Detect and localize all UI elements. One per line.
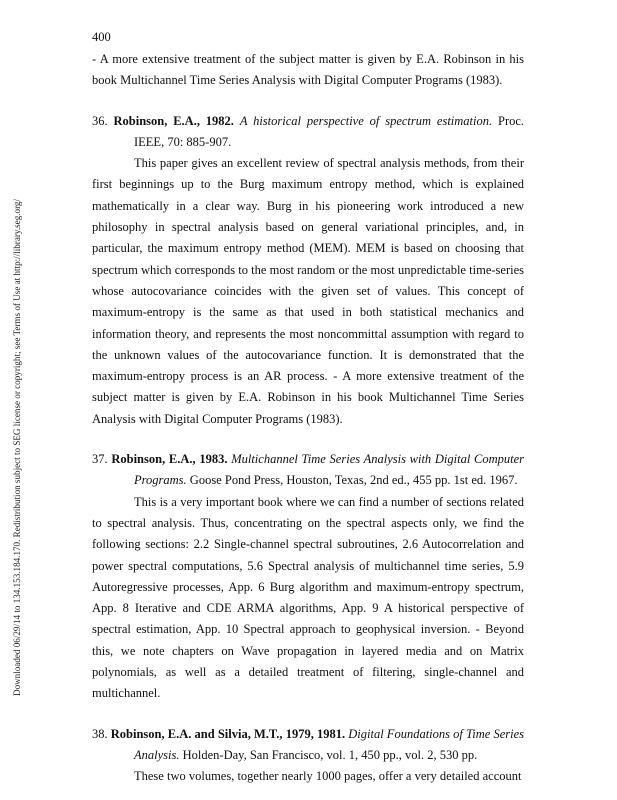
download-notice: Downloaded 06/29/14 to 134.153.184.170. Redistribution subject to SEG license or copyright; see Terms of Use at http://library.seg.org/: [12, 198, 22, 696]
reference-source: Goose Pond Press, Houston, Texas, 2nd ed., 455 pp. 1st ed. 1967.: [189, 473, 518, 488]
reference-entry-38: [92, 724, 524, 788]
reference-authors: Robinson, E.A., 1983.: [111, 452, 228, 467]
reference-title: Digital Foundations of Time Series Analysis.: [134, 726, 525, 762]
reference-number: 36.: [92, 113, 108, 128]
reference-entry-36: [92, 111, 524, 430]
reference-heading: [92, 111, 524, 154]
reference-entry-37: [92, 449, 524, 705]
reference-annotation: This paper gives an excellent review of spectral analysis methods, from their first beginnings up to the Burg maximum entropy method, which is explained mathematically in a clear way. Burg in his pioneering work introduced a new philosophy in spectral analysis based on general variational principles, and, in particular, the maximum entropy method (MEM). MEM is based on choosing that spectrum which corresponds to the most random or the most unpredictable time-series whose autocovariance coincides with the given set of values. This concept of maximum-entropy is the same as that used in both statistical mechanics and information theory, and represents the most noncommittal assumption with regard to the unknown values of the autocovariance function. It is demonstrated that the maximum-entropy process is an AR process. - A more extensive treatment of the subject matter is given by E.A. Robinson in his book Multichannel Time Series Analysis with Digital Computer Programs (1983).: [92, 156, 524, 426]
reference-source: Holden-Day, San Francisco, vol. 1, 450 pp., vol. 2, 530 pp.: [182, 747, 478, 762]
reference-annotation: This is a very important book where we can find a number of sections related to spectral analysis. Thus, concentrating on the spectral aspects only, we find the following sections: 2.2 Single-channel spectral subroutines, 2.6 Autocorrelation and power spectral computations, 5.6 Spectral analysis of multichannel time series, 5.9 Autoregressive processes, App. 6 Burg algorithm and maximum-entropy spectrum, App. 8 Iterative and CDE ARMA algorithms, App. 9 A historical perspective of spectral estimation, App. 10 Spectral approach to geophysical inversion. - Beyond this, we note chapters on Wave propagation in layered media and on Matrix polynomials, as well as a detailed treatment of filtering, single-channel and multichannel.: [92, 494, 524, 701]
reference-authors: Robinson, E.A., 1982.: [113, 113, 234, 128]
reference-number: 38.: [92, 726, 108, 741]
reference-number: 37.: [92, 452, 108, 467]
download-notice-margin: [0, 0, 24, 800]
reference-annotation: These two volumes, together nearly 1000 pages, offer a very detailed account: [134, 769, 522, 784]
reference-title: Multichannel Time Series Analysis with Digital Computer Programs.: [134, 452, 525, 488]
reference-source: Proc. IEEE, 70: 885-907.: [134, 113, 525, 149]
page-number: 400: [92, 30, 111, 44]
reference-heading: [92, 449, 524, 492]
reference-title: A historical perspective of spectrum estimation.: [239, 113, 493, 128]
intro-paragraph: - A more extensive treatment of the subject matter is given by E.A. Robinson in his book Multichannel Time Series Analysis with Digital Computer Programs (1983).: [92, 52, 524, 88]
reference-authors: Robinson, E.A. and Silvia, M.T., 1979, 1981.: [110, 726, 346, 741]
reference-heading: [92, 724, 524, 767]
page-content: [92, 49, 524, 788]
